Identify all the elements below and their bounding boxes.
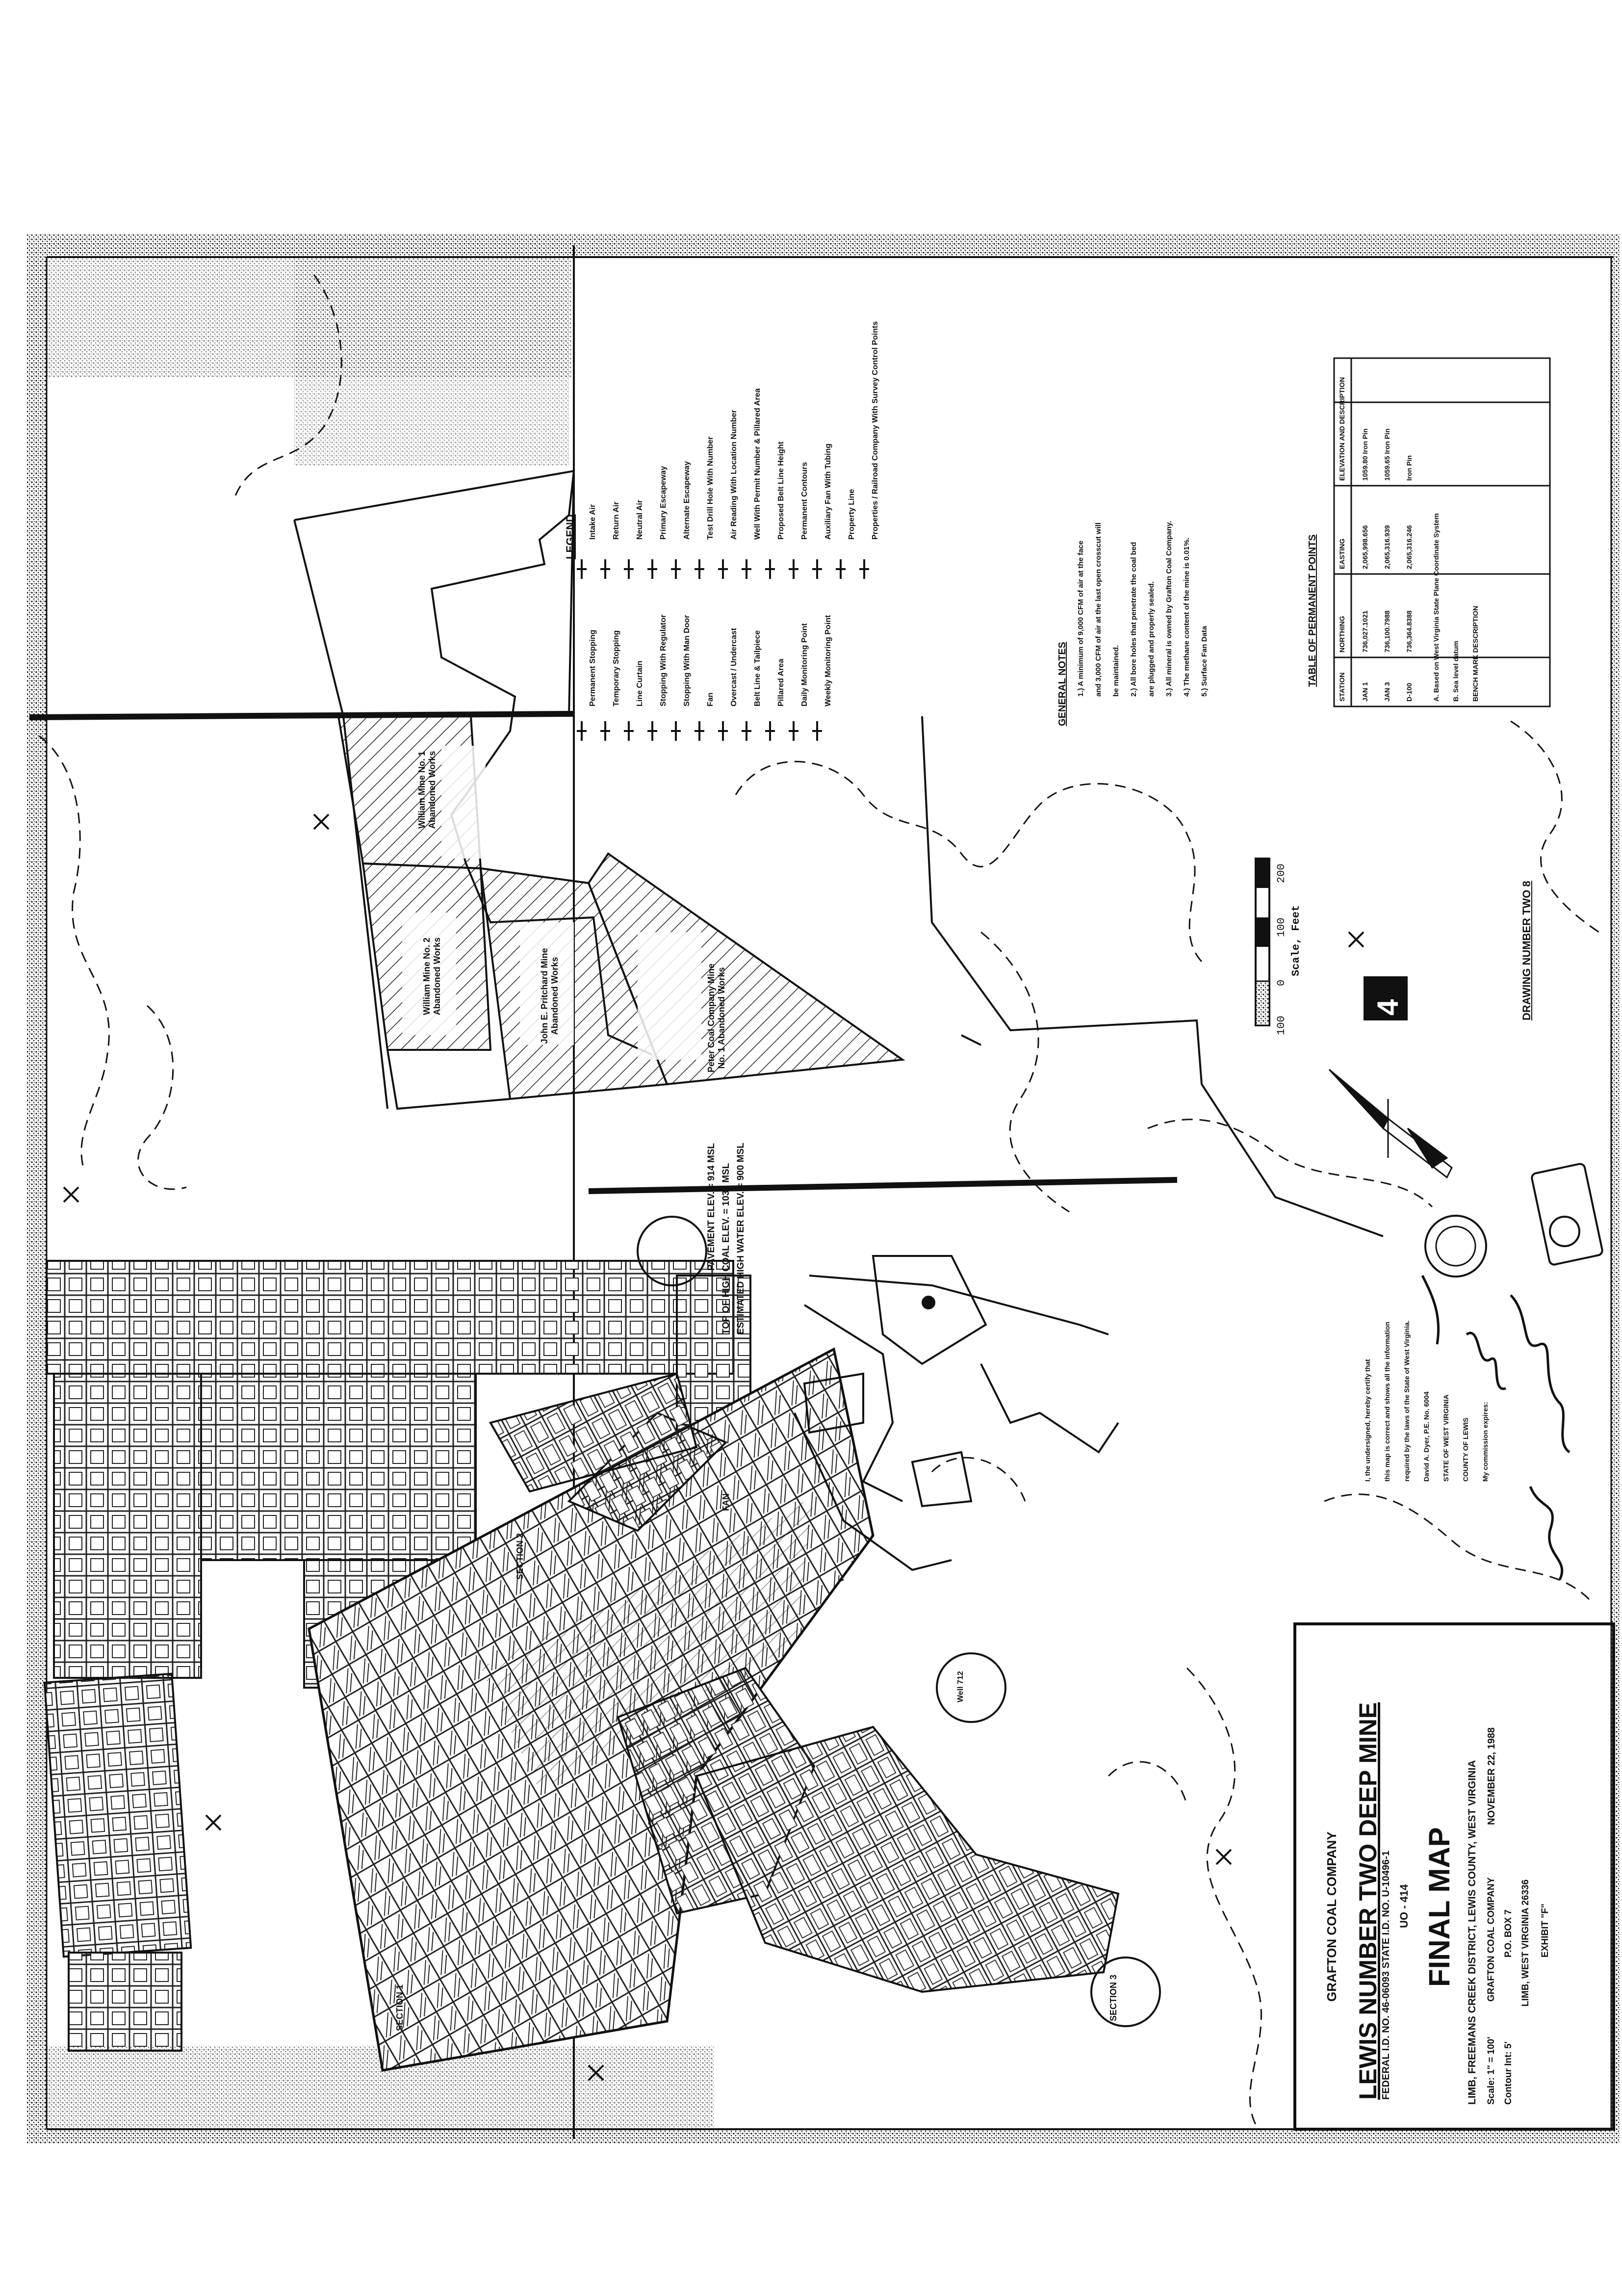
legend-item: Property Line (848, 489, 856, 540)
scale-bar (1256, 859, 1269, 1025)
general-note-line: 2.) All bore holes that penetrate the coal bed (1130, 542, 1138, 697)
final-map-title: FINAL MAP (1423, 1827, 1456, 1987)
section-1-label: SECTION 1 (395, 1984, 405, 2031)
pp-note: A. Based on West Virginia State Plane Coordinate System (1432, 513, 1440, 702)
certification-line: David A. Dyer, P.E. No. 6004 (1422, 1391, 1430, 1482)
certification-line: STATE OF WEST VIRGINIA (1442, 1394, 1450, 1482)
general-note-line: and 3,000 CFM of air at the last open crosscut will (1094, 522, 1103, 697)
legend-item: Pillared Area (777, 658, 785, 706)
pp-note: BENCH MARK DESCRIPTION (1471, 605, 1479, 702)
legend-item: Properties / Railroad Company With Survey Control Points (871, 321, 879, 540)
pp-cell: 1059.80 Iron Pin (1361, 428, 1369, 481)
pp-cell: 736,100.7988 (1383, 610, 1391, 652)
legend-symbol-icon (600, 721, 610, 741)
legend-symbol-icon (812, 559, 822, 579)
legend-symbol-icon (789, 559, 798, 579)
legend-item: Temporary Stopping (612, 630, 620, 706)
legend-symbol-icon (718, 721, 728, 741)
legend-item: Air Reading With Location Number (730, 410, 738, 540)
abandoned-label-1: William Mine No. 1 Abandoned Works (417, 751, 437, 829)
pp-cell: 2,065,316.246 (1405, 525, 1413, 569)
general-notes-heading: GENERAL NOTES (1057, 642, 1068, 726)
legend-heading: LEGEND (564, 514, 576, 559)
company-header: GRAFTON COAL COMPANY (1324, 1831, 1339, 2002)
water-elevation: ESTIMATED HIGH WATER ELEV. = 900 MSL (736, 1143, 746, 1334)
pp-cell: 1059.65 Iron Pin (1383, 428, 1391, 481)
section-2-label: SECTION 2 (515, 1533, 525, 1580)
pp-cell: 2,065,316.939 (1383, 525, 1391, 569)
legend-item: Overcast / Undercast (730, 627, 738, 706)
map-location: LIMB, FREEMANS CREEK DISTRICT, LEWIS COUNTY, WEST VIRGINIA (1467, 1760, 1478, 2105)
certification-line: My commission expires: (1481, 1402, 1489, 1482)
pp-cell: 2,065,998.656 (1361, 525, 1369, 569)
legend-item: Stopping With Man Door (683, 615, 691, 706)
company-address: LIMB, WEST VIRGINIA 26336 (1520, 1879, 1531, 2007)
legend-item: Auxiliary Fan With Tubing (824, 444, 832, 540)
well-label: Well 712 (956, 1671, 965, 1702)
legend-symbol-icon (695, 559, 704, 579)
legend-symbol-icon (789, 721, 798, 741)
legend-item: Proposed Belt Line Height (777, 441, 785, 540)
certification-line: required by the laws of the State of West Virginia. (1403, 1320, 1411, 1482)
certification-line: I, the undersigned, hereby certify that (1364, 1359, 1371, 1482)
general-note-line: are plugged and properly sealed. (1147, 581, 1156, 697)
legend-item: Line Curtain (636, 660, 644, 706)
top-coal-elevation: TOP OF HIGH COAL ELEV. = 1030 MSL (721, 1163, 731, 1334)
legend-symbol-icon (671, 559, 681, 579)
pp-cell: D-100 (1405, 682, 1413, 702)
legend-symbol-icon (742, 559, 751, 579)
north-arrow-icon (1329, 1070, 1452, 1177)
mine-workings (45, 1261, 1118, 2070)
legend-symbol-icon (718, 559, 728, 579)
legend-item: Neutral Air (636, 499, 644, 540)
legend-item: Well With Permit Number & Pillared Area (753, 388, 762, 540)
legend-symbol-icon (577, 721, 587, 741)
company-short: GRAFTON COAL COMPANY (1486, 1877, 1496, 2002)
mine-name-title: LEWIS NUMBER TWO DEEP MINE (1354, 1702, 1382, 2100)
legend-symbol-icon (742, 721, 751, 741)
permanent-points-heading: TABLE OF PERMANENT POINTS (1307, 534, 1318, 687)
legend-symbol-icon (812, 721, 822, 741)
certification-line: this map is correct and shows all the information (1383, 1322, 1391, 1482)
scale-label-2: 100 (1275, 917, 1287, 937)
general-note-line: 3.) All mineral is owned by Grafton Coal Company. (1165, 521, 1173, 697)
legend-item: Daily Monitoring Point (800, 623, 809, 706)
legend-item: Alternate Escapeway (683, 461, 691, 540)
legend-item: Permanent Stopping (589, 629, 597, 706)
uo-number: UO - 414 (1398, 1884, 1410, 1928)
mine-ids: FEDERAL I.D. NO. 46-06093 STATE I.D. NO. U-10496-1 (1381, 1851, 1391, 2100)
legend-symbol-icon (647, 721, 657, 741)
section-3-label: SECTION 3 (1108, 1974, 1118, 2021)
legend-item: Weekly Monitoring Point (824, 615, 832, 706)
pp-cell: 736,027.1021 (1361, 610, 1369, 652)
map-scale: Scale: 1" = 100' (1486, 2036, 1496, 2105)
scale-label-1: 0 (1275, 979, 1287, 986)
scale-label-0: 100 (1275, 1016, 1287, 1035)
scale-unit: Scale, Feet (1290, 905, 1302, 976)
legend-item: Return Air (612, 501, 620, 540)
scale-label-3: 200 (1275, 863, 1287, 883)
certification-line: COUNTY OF LEWIS (1462, 1417, 1469, 1482)
legend-symbol-icon (624, 721, 634, 741)
general-note-line: 5.) Surface Fan Data (1200, 626, 1209, 697)
legend-symbol-icon (859, 559, 869, 579)
fan-label: FAN (721, 1493, 731, 1511)
legend-symbol-icon (836, 559, 846, 579)
legend-item: Stopping With Regulator (659, 614, 668, 706)
pp-cell: JAN 3 (1383, 682, 1391, 702)
drawing-number: DRAWING NUMBER TWO 8 (1520, 881, 1533, 1020)
legend-symbol-icon (624, 559, 634, 579)
pp-cell: Iron Pin (1405, 455, 1413, 481)
pp-cell: 736,364.8388 (1405, 610, 1413, 652)
po-box: P.O. BOX 7 (1503, 1909, 1514, 1957)
pp-note: B. Sea level datum (1452, 641, 1460, 702)
contour-interval: Contour Int: 5' (1503, 2041, 1514, 2105)
legend-symbol-icon (671, 721, 681, 741)
map-date: NOVEMBER 22, 1988 (1486, 1727, 1497, 1825)
sheet-number: 4 (1371, 999, 1404, 1016)
legend-item: Permanent Contours (800, 462, 809, 540)
legend-symbol-icon (765, 721, 775, 741)
legend-symbol-icon (577, 559, 587, 579)
seal-stamps (1425, 1163, 1603, 1277)
legend-item: Primary Escapeway (659, 466, 668, 540)
pp-column-header: EASTING (1338, 538, 1346, 569)
abandoned-label-4: Peter Coal Company Mine No. 1 Abandoned Works (706, 963, 726, 1073)
exhibit-label: EXHIBIT "F" (1540, 1904, 1550, 1957)
legend-item: Belt Line & Tailpiece (753, 630, 762, 706)
pp-column-header: STATION (1338, 672, 1346, 702)
general-note-line: 1.) A minimum of 9,000 CFM of air at the face (1077, 540, 1085, 697)
legend-symbol-icon (695, 721, 704, 741)
legend-item: Test Drill Hole With Number (706, 436, 715, 540)
legend-symbol-icon (600, 559, 610, 579)
legend-symbol-icon (647, 559, 657, 579)
abandoned-label-3: John E. Pritchard Mine Abandoned Works (540, 948, 560, 1044)
pp-column-header: NORTHING (1338, 616, 1346, 652)
legend-symbol-icon (765, 559, 775, 579)
pp-column-header: ELEVATION AND DESCRIPTION (1338, 377, 1346, 481)
general-note-line: 4.) The methane content of the mine is 0.01%. (1183, 537, 1191, 697)
abandoned-label-2: William Mine No. 2 Abandoned Works (422, 937, 442, 1016)
pp-cell: JAN 1 (1361, 682, 1369, 702)
legend-item: Fan (706, 692, 715, 706)
general-note-line: be maintained. (1112, 645, 1120, 697)
pavement-elevation: PAVEMENT ELEV. = 914 MSL (706, 1143, 717, 1271)
legend-item: Intake Air (589, 504, 597, 540)
